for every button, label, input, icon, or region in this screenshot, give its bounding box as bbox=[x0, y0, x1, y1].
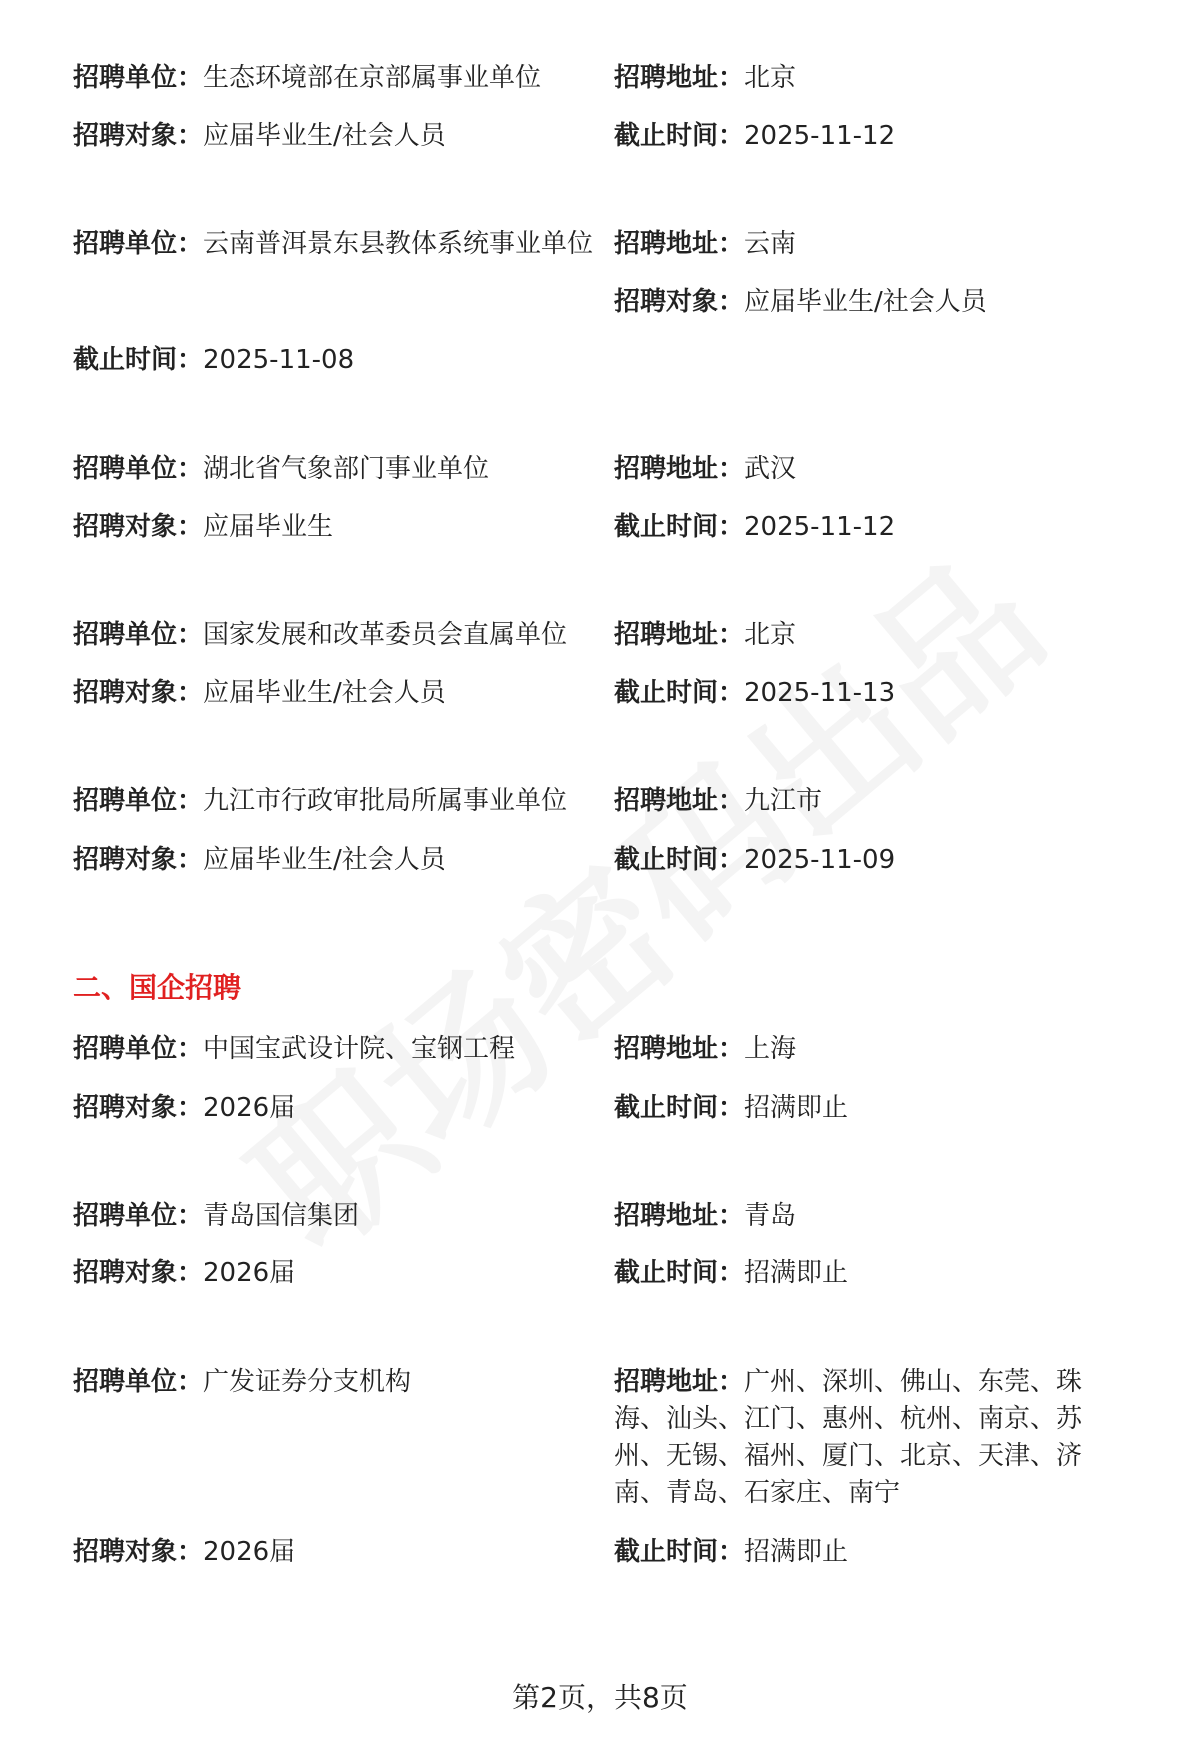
job-deadline: 截止时间：2025-11-12 bbox=[614, 512, 896, 542]
job-unit: 招聘单位：生态环境部在京部属事业单位 bbox=[73, 63, 542, 93]
job-address: 招聘地址：上海 bbox=[614, 1034, 797, 1064]
job-target: 招聘对象：应届毕业生/社会人员 bbox=[73, 845, 446, 875]
job-target: 招聘对象：2026届 bbox=[73, 1093, 296, 1123]
job-deadline: 截止时间：2025-11-13 bbox=[614, 678, 896, 708]
job-target: 招聘对象：应届毕业生/社会人员 bbox=[614, 287, 987, 317]
job-target: 招聘对象：应届毕业生 bbox=[73, 512, 334, 542]
job-deadline: 截止时间：2025-11-12 bbox=[614, 121, 896, 151]
job-target: 招聘对象：应届毕业生/社会人员 bbox=[73, 678, 446, 708]
job-target: 招聘对象：2026届 bbox=[73, 1537, 296, 1567]
job-address: 招聘地址：广州、深圳、佛山、东莞、珠海、汕头、江门、惠州、杭州、南京、苏州、无锡、福州、厦门、北京、天津、济南、青岛、石家庄、南宁 bbox=[614, 1367, 1083, 1508]
job-unit: 招聘单位：国家发展和改革委员会直属单位 bbox=[73, 620, 568, 650]
job-deadline: 截止时间：2025-11-08 bbox=[73, 345, 355, 375]
job-unit: 招聘单位：广发证券分支机构 bbox=[73, 1367, 412, 1397]
job-deadline: 截止时间：2025-11-09 bbox=[614, 845, 896, 875]
job-address: 招聘地址：北京 bbox=[614, 63, 797, 93]
job-unit: 招聘单位：青岛国信集团 bbox=[73, 1201, 360, 1231]
job-unit: 招聘单位：湖北省气象部门事业单位 bbox=[73, 454, 490, 484]
job-deadline: 截止时间：招满即止 bbox=[614, 1093, 849, 1123]
section-heading: 二、国企招聘 bbox=[73, 971, 242, 1004]
job-address: 招聘地址：九江市 bbox=[614, 786, 823, 816]
job-address: 招聘地址：青岛 bbox=[614, 1201, 797, 1231]
job-deadline: 截止时间：招满即止 bbox=[614, 1258, 849, 1288]
job-address: 招聘地址：武汉 bbox=[614, 454, 797, 484]
job-deadline: 截止时间：招满即止 bbox=[614, 1537, 849, 1567]
job-target: 招聘对象：2026届 bbox=[73, 1258, 296, 1288]
page-number: 第2页，共8页 bbox=[512, 1681, 688, 1714]
job-unit: 招聘单位：中国宝武设计院、宝钢工程 bbox=[73, 1034, 516, 1064]
job-address: 招聘地址：云南 bbox=[614, 229, 797, 259]
job-unit: 招聘单位：九江市行政审批局所属事业单位 bbox=[73, 786, 568, 816]
job-target: 招聘对象：应届毕业生/社会人员 bbox=[73, 121, 446, 151]
job-address: 招聘地址：北京 bbox=[614, 620, 797, 650]
job-unit: 招聘单位：云南普洱景东县教体系统事业单位 bbox=[73, 229, 594, 259]
